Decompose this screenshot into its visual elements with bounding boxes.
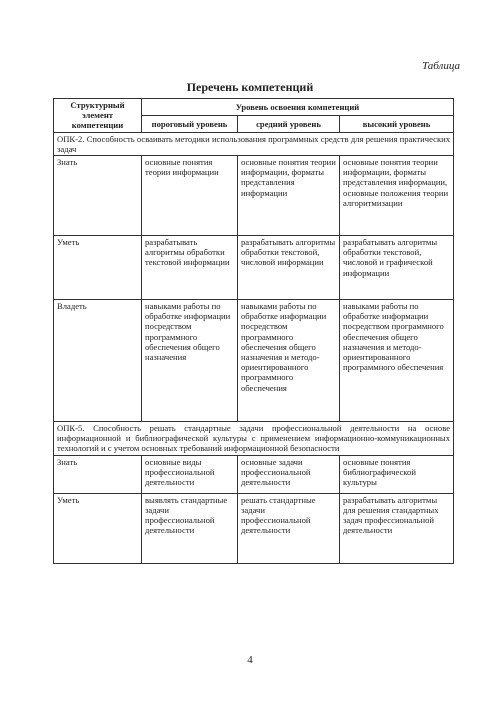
table-cell: основные виды профессиональной деятельности bbox=[142, 455, 238, 493]
row-label: Уметь bbox=[54, 493, 142, 563]
level-group-header: Уровень освоения компетенций bbox=[142, 99, 454, 116]
table-cell: основные задачи профессиональной деятельности bbox=[238, 455, 340, 493]
section-title: ОПК-5. Способность решать стандартные задачи профессиональной деятельности на основе информационной и библиографической культуры с применением информационно-коммуникационных технологий и с учетом основных требований информационной безопасности bbox=[54, 422, 454, 456]
section-title: ОПК-2. Способность осваивать методики использования программных средств для решения практических задач bbox=[54, 132, 454, 155]
section-row bbox=[54, 132, 454, 155]
table-cell: разрабатывать алгоритмы обработки текстовой информации bbox=[142, 236, 238, 300]
section-row bbox=[54, 422, 454, 456]
table-row bbox=[54, 300, 454, 422]
row-label: Знать bbox=[54, 455, 142, 493]
table-cell: основные понятия библиографической культуры bbox=[340, 455, 454, 493]
table-cell: разрабатывать алгоритмы для решения стандартных задач профессиональной деятельности bbox=[340, 493, 454, 563]
structural-element-header: Структурный элемент компетенции bbox=[54, 99, 142, 133]
table-cell: разрабатывать алгоритмы обработки текстовой, числовой информации bbox=[238, 236, 340, 300]
row-label: Знать bbox=[54, 156, 142, 236]
table-row bbox=[54, 493, 454, 563]
competencies-table bbox=[53, 98, 454, 564]
table-cell: решать стандартные задачи профессиональной деятельности bbox=[238, 493, 340, 563]
table-row bbox=[54, 236, 454, 300]
page-number: 4 bbox=[247, 654, 253, 666]
table-cell: навыками работы по обработке информации посредством программного обеспечения общего назначения и методо-ориентированного программного обеспечения bbox=[238, 300, 340, 422]
table-cell: выявлять стандартные задачи профессиональной деятельности bbox=[142, 493, 238, 563]
table-cell: основные понятия теории информации, форматы представления информации bbox=[238, 156, 340, 236]
table-cell: навыками работы по обработке информации посредством программного обеспечения общего назначения bbox=[142, 300, 238, 422]
table-cell: основные понятия теории информации bbox=[142, 156, 238, 236]
table-cell: разрабатывать алгоритмы обработки текстовой, числовой и графической информации bbox=[340, 236, 454, 300]
table-caption: Таблица bbox=[422, 60, 460, 72]
table-row bbox=[54, 156, 454, 236]
table-row bbox=[54, 455, 454, 493]
level-header-high: высокий уровень bbox=[340, 115, 454, 132]
table-cell: навыками работы по обработке информации посредством программного обеспечения общего назначения и методо-ориентированного программного обеспечения bbox=[340, 300, 454, 422]
level-header-medium: средний уровень bbox=[238, 115, 340, 132]
row-label: Уметь bbox=[54, 236, 142, 300]
table-header-row bbox=[54, 99, 454, 116]
row-label: Владеть bbox=[54, 300, 142, 422]
table-cell: основные понятия теории информации, форматы представления информации, основные положения теории алгоритмизации bbox=[340, 156, 454, 236]
page-title: Перечень компетенций bbox=[186, 80, 314, 94]
level-header-threshold: пороговый уровень bbox=[142, 115, 238, 132]
